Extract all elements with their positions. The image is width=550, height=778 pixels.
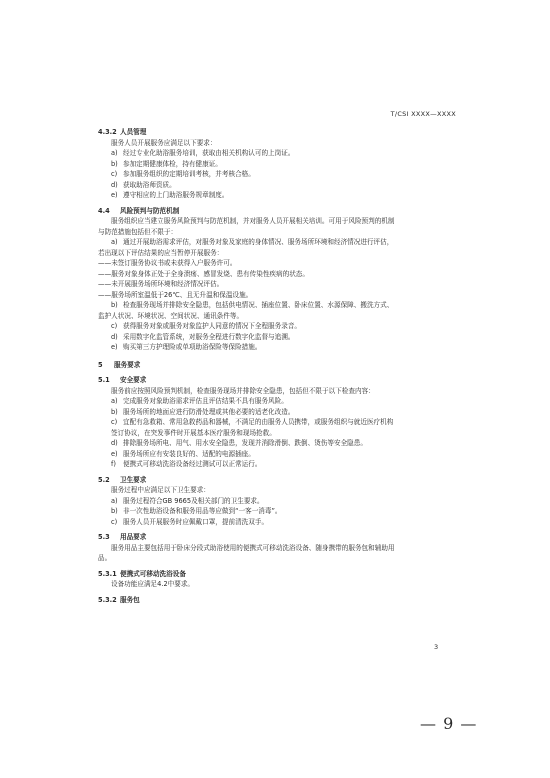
paragraph: 服务组织应当建立服务风险预判与防范机制，并对服务人员开展相关培训。可用于风险预判的机制: [111, 217, 395, 225]
list-item: a) 经过专业化助浴服务培训，获取由相关机构认可的上岗证。: [111, 149, 295, 157]
dash-item: ——服务场所室温低于26℃、且无升温和保温设施。: [98, 290, 253, 299]
paragraph: 服务过程中应满足以下卫生要求：: [111, 486, 210, 494]
paragraph-continuation: 与防范措施包括但不限于：: [98, 227, 178, 236]
section-heading-5-3-1: [98, 569, 458, 580]
list-item: a) 服务过程符合GB 9665及相关部门的卫生要求。: [111, 496, 264, 505]
section-heading-4-3-2: [98, 127, 458, 138]
section-number: 5.3.2: [98, 595, 117, 604]
document-body: [98, 125, 458, 605]
list-item: b) 参加定期健康体检，持有健康证。: [111, 159, 222, 168]
list-item: b) 服务场所的地面应进行防滑处理或其他必要的适老化改造。: [111, 407, 295, 416]
section-heading-4-4: [98, 206, 458, 217]
list-item: f) 便携式可移动洗浴设备经过测试可以正常运行。: [111, 460, 262, 468]
footer-page-number: — 9 —: [420, 714, 478, 733]
list-item-continuation: 签订协议，在突发事件时开展基本医疗服务和现场抢救。: [111, 428, 276, 437]
section-title: 服务包: [120, 595, 140, 604]
section-heading-5-3: [98, 532, 458, 543]
list-item: e) 遵守相应的上门助浴服务规章制度。: [111, 191, 229, 199]
section-number: 5.2: [98, 475, 110, 484]
section-heading-5-3-2: [98, 595, 458, 606]
section-title: 人员管理: [120, 128, 147, 136]
chapter-heading-5: [98, 360, 458, 371]
section-title: 便携式可移动洗浴设备: [120, 569, 186, 578]
list-item: b) 非一次性助浴设备和服务用品等应做到“一客一消毒”。: [111, 507, 282, 515]
list-item: e) 服务场所应有安装良好的、适配的电源插座。: [111, 449, 255, 458]
section-title: 用品要求: [120, 533, 147, 541]
dash-item: ——未开展服务场所环境和经济情况评估。: [98, 280, 224, 288]
list-item: d) 排除服务场所电、用气、用水安全隐患，发现并消除滑倒、跌倒、烫伤等安全隐患。: [111, 439, 367, 447]
chapter-number: 5: [98, 360, 103, 369]
list-item: a) 完成服务对象助浴需求评估且评估结果不具有服务风险。: [111, 397, 288, 405]
section-title: 卫生要求: [120, 475, 147, 484]
paragraph: 设备功能应满足4.2中要求。: [111, 580, 195, 588]
dash-item: ——服务对象身体正处于全身溃疡、感冒发烧、患有传染性疾病的状态。: [98, 269, 309, 278]
page-number: 3: [434, 643, 439, 651]
chapter-title: 服务要求: [114, 360, 141, 369]
section-number: 5.3: [98, 533, 110, 541]
paragraph-continuation: 品。: [98, 554, 112, 562]
list-item: d) 获取助浴师资质。: [111, 180, 176, 189]
section-title: 风险预判与防范机制: [120, 206, 180, 215]
section-number: 5.3.1: [98, 569, 117, 578]
paragraph: 服务前应按照风险预判机制，检查服务现场并排除安全隐患，包括但不限于以下检查内容：: [111, 386, 375, 395]
list-item: c) 获得服务对象或服务对象监护人同意的情况下全程服务录音。: [111, 322, 302, 330]
list-item: c) 参加服务组织的定期培训考核，并考核合格。: [111, 170, 255, 178]
list-item: d) 采用数字化监管系统，对服务全程进行数字化监督与追溯。: [111, 332, 295, 341]
list-item: a) 通过开展助浴需求评估，对服务对象及家庭的身体情况、服务场所环境和经济情况进行评估，: [111, 238, 394, 246]
section-number: 4.4: [98, 206, 110, 215]
standard-code: T/CSI XXXX—XXXX: [390, 110, 456, 118]
section-heading-5-1: [98, 375, 458, 386]
section-title: 安全要求: [120, 376, 147, 384]
list-item: c) 服务人员开展服务时应佩戴口罩，提前清洗双手。: [111, 517, 269, 526]
dash-item: ——未签订服务协议书或未获得入户服务许可。: [98, 259, 237, 267]
section-heading-5-2: [98, 475, 458, 486]
list-item-continuation: 监护人状况、环境状况、空间状况、通讯条件等。: [98, 311, 244, 320]
section-number: 5.1: [98, 376, 110, 384]
paragraph: 服务人员开展服务应满足以下要求：: [111, 138, 217, 147]
list-item: e) 购买第三方护理险或单项助浴保险等保险措施。: [111, 343, 262, 351]
list-item-continuation: 若出现以下评估结果的应当暂停开展服务：: [98, 248, 224, 257]
list-item: c) 宜配有急救箱、常用急救药品和器械，不满足的由服务人员携带，或服务组织与就近医疗机构: [111, 418, 394, 426]
paragraph: 服务用品主要包括用于卧床分段式助浴使用的便携式可移动洗浴设备、随身携带的服务包和辅助用: [111, 543, 395, 552]
section-number: 4.3.2: [98, 128, 117, 136]
list-item: b) 检查服务现场并排除安全隐患，包括供电情况、插座位置、卧床位置、水源保障、搬洗方式、: [111, 301, 394, 309]
